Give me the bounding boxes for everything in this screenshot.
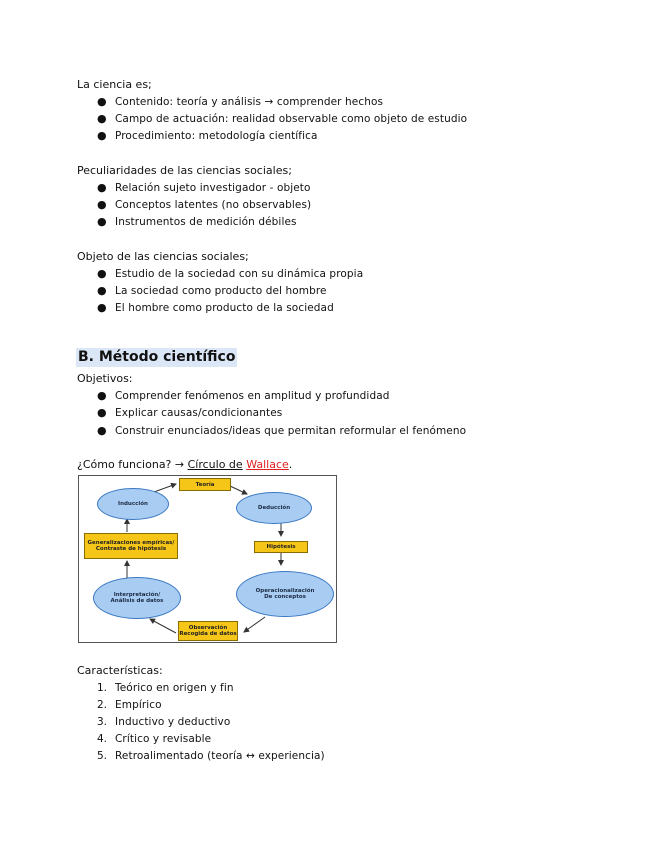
section-heading: B. Método científico <box>78 349 236 365</box>
como-funciona-line <box>77 458 292 472</box>
list-item: Contenido: teoría y análisis → comprender hechos <box>115 96 384 108</box>
bullet-icon: ● <box>97 198 107 211</box>
list-item: La sociedad como producto del hombre <box>115 285 327 297</box>
list-number: 4. <box>97 733 108 745</box>
list-item: Campo de actuación: realidad observable como objeto de estudio <box>115 113 468 125</box>
list-item: Inductivo y deductivo <box>115 716 231 728</box>
deduccion-label: Deducción <box>257 505 291 511</box>
bullet-icon: ● <box>97 215 107 228</box>
list-item: Estudio de la sociedad con su dinámica propia <box>115 268 364 280</box>
list-number: 3. <box>97 716 108 728</box>
bullet-icon: ● <box>97 95 107 108</box>
operacionalizacion-ellipse <box>236 571 334 617</box>
como-funciona-suffix: . <box>288 458 293 471</box>
hipotesis-label: Hipótesis <box>266 544 296 550</box>
observacion-box <box>178 621 238 641</box>
bullet-icon: ● <box>97 406 107 419</box>
observacion-label-1: Observación <box>188 625 228 631</box>
list-number: 2. <box>97 699 108 711</box>
teoria-box <box>179 478 231 491</box>
list-number: 5. <box>97 750 108 762</box>
list-number: 1. <box>97 682 108 694</box>
interpretacion-label-2: Análisis de datos <box>110 598 164 604</box>
arrow-teoria-deduccion <box>230 486 247 494</box>
interpretacion-ellipse <box>93 577 181 619</box>
generalizaciones-label-2: Contraste de hipótesis <box>95 546 167 552</box>
list-item: Conceptos latentes (no observables) <box>115 199 312 211</box>
objeto-title: Objeto de las ciencias sociales; <box>77 250 249 263</box>
bullet-icon: ● <box>97 284 107 297</box>
bullet-icon: ● <box>97 129 107 142</box>
wallace-circle-diagram <box>78 475 337 643</box>
list-item: Empírico <box>115 699 162 711</box>
objetivos-title: Objetivos: <box>77 372 133 385</box>
list-item: Crítico y revisable <box>115 733 212 745</box>
como-funciona-prefix: ¿Cómo funciona? → <box>77 458 188 471</box>
arrow-operacionalizacion-observacion <box>244 617 265 632</box>
hipotesis-box <box>254 541 308 553</box>
list-item: El hombre como producto de la sociedad <box>115 302 334 314</box>
bullet-icon: ● <box>97 301 107 314</box>
induccion-label: Inducción <box>118 501 148 507</box>
arrow-observacion-interpretacion <box>150 619 176 633</box>
circulo-link[interactable]: Círculo de <box>187 458 243 471</box>
list-item: Relación sujeto investigador - objeto <box>115 182 311 194</box>
bullet-icon: ● <box>97 424 107 437</box>
peculiaridades-title: Peculiaridades de las ciencias sociales; <box>77 164 292 177</box>
generalizaciones-label-1: Generalizaciones empíricas/ <box>87 540 175 546</box>
wallace-link[interactable]: Wallace <box>246 458 289 471</box>
generalizaciones-box <box>84 533 178 559</box>
operacionalizacion-label-1: Operacionalización <box>255 588 315 594</box>
induccion-ellipse <box>97 488 169 520</box>
bullet-icon: ● <box>97 389 107 402</box>
list-item: Explicar causas/condicionantes <box>115 407 283 419</box>
deduccion-ellipse <box>236 492 312 524</box>
list-item: Construir enunciados/ideas que permitan reformular el fenómeno <box>115 425 467 437</box>
list-item: Instrumentos de medición débiles <box>115 216 297 228</box>
bullet-icon: ● <box>97 181 107 194</box>
interpretacion-label-1: Interpretación/ <box>113 592 161 598</box>
teoria-label: Teoría <box>195 481 215 488</box>
caracteristicas-title: Características: <box>77 664 163 677</box>
list-item: Teórico en origen y fin <box>115 682 234 694</box>
bullet-icon: ● <box>97 267 107 280</box>
list-item: Comprender fenómenos en amplitud y profundidad <box>115 390 390 402</box>
operacionalizacion-label-2: De conceptos <box>264 594 306 600</box>
observacion-label-2: Recogida de datos <box>179 631 237 637</box>
list-item: Procedimiento: metodología científica <box>115 130 318 142</box>
arrow-induccion-teoria <box>154 484 176 492</box>
bullet-icon: ● <box>97 112 107 125</box>
ciencia-title: La ciencia es; <box>77 78 152 91</box>
list-item: Retroalimentado (teoría ↔ experiencia) <box>115 750 325 762</box>
